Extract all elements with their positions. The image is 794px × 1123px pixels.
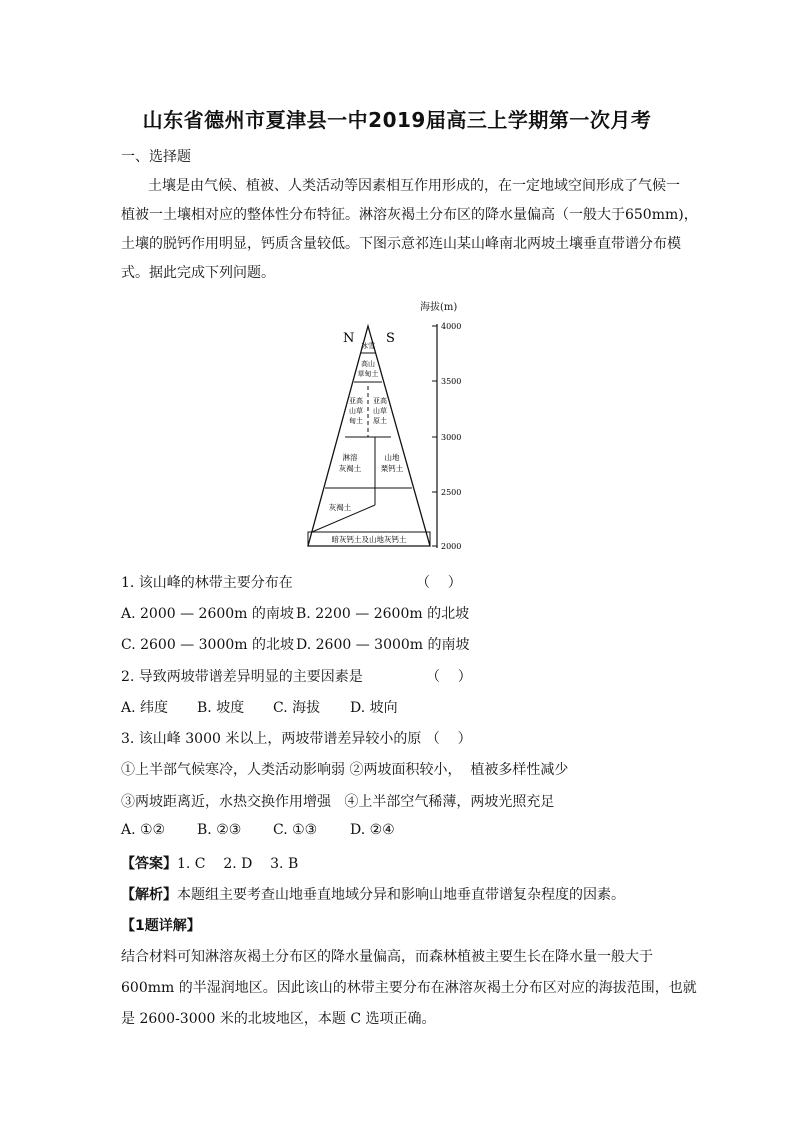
- section-heading: 一、选择题: [121, 149, 191, 165]
- axis-title: 海拔(m): [420, 302, 458, 313]
- zone-subalpine-s-3: 原土: [373, 417, 387, 425]
- intro-line-4: 式。据此完成下列问题。: [121, 265, 275, 281]
- q3-option-a: A. ①②: [121, 822, 166, 838]
- answer-row: [121, 853, 298, 873]
- mountain-outline: [308, 326, 430, 546]
- q3-stem: 3. 该山峰 3000 米以上，两坡带谱差异较小的原 （ ）: [121, 731, 472, 747]
- soil-zonation-figure: [300, 296, 480, 564]
- q3-option-b: B. ②③: [197, 822, 242, 838]
- tick-4000: 4000: [441, 322, 462, 331]
- zone-base: 暗灰钙土及山地灰钙土: [331, 535, 407, 544]
- label-south: S: [386, 331, 395, 346]
- zone-alpine-meadow-1: 高山: [361, 360, 375, 368]
- analysis-text: 本题组主要考查山地垂直地域分异和影响山地垂直带谱复杂程度的因素。: [177, 887, 625, 903]
- q1-option-c: C. 2600 — 3000m 的北坡: [121, 637, 294, 653]
- q2-option-a: A. 纬度: [121, 700, 169, 716]
- tick-2500: 2500: [441, 488, 462, 497]
- q3-option-c: C. ①③: [273, 822, 318, 838]
- q3-option-d: D. ②④: [350, 822, 395, 838]
- document-title: 山东省德州市夏津县一中2019届高三上学期第一次月考: [142, 108, 652, 132]
- tick-3500: 3500: [441, 377, 462, 386]
- q3-statements-1: ①上半部气候寒冷，人类活动影响弱 ②两坡面积较小， 植被多样性减少: [121, 762, 569, 778]
- q2-paren: （ ）: [426, 669, 472, 685]
- detail1-line-3: 是 2600-3000 米的北坡地区，本题 C 选项正确。: [121, 1011, 436, 1027]
- intro-line-2: 植被一土壤相对应的整体性分布特征。淋溶灰褐土分布区的降水量偏高（一般大于650mm)，: [121, 207, 698, 223]
- zone-subalpine-s-1: 亚高: [373, 397, 387, 405]
- q2-option-d: D. 坡向: [350, 700, 398, 716]
- zone-alpine-meadow-2: 草甸土: [357, 370, 379, 378]
- zone-leached-1: 淋溶: [342, 453, 358, 462]
- answer-label: 【答案】: [121, 856, 177, 872]
- detail1-line-2: 600mm 的半湿润地区。因此该山的林带主要分布在淋溶灰褐土分布区对应的海拔范围，也就: [121, 980, 697, 996]
- q1-paren: （ ）: [416, 575, 462, 591]
- zone-gray-brown: 灰褐土: [328, 503, 352, 512]
- q2-option-c: C. 海拔: [273, 700, 321, 716]
- zone-subalpine-n-2: 山草: [349, 407, 363, 415]
- tick-2000: 2000: [441, 542, 462, 551]
- q1-option-a: A. 2000 — 2600m 的南坡: [121, 606, 294, 622]
- zone-chestnut-2: 栗钙土: [380, 464, 404, 473]
- analysis-label: 【解析】: [121, 887, 177, 903]
- q1-option-d: D. 2600 — 3000m 的南坡: [296, 637, 470, 653]
- zone-snow: 冰雪: [361, 342, 375, 350]
- zone-chestnut-1: 山地: [384, 453, 400, 462]
- zone-subalpine-s-2: 山草: [373, 407, 387, 415]
- q1-stem: 1. 该山峰的林带主要分布在: [121, 575, 293, 591]
- label-north: N: [343, 331, 355, 346]
- detail1-heading: 【1题详解】: [121, 918, 201, 934]
- zone-subalpine-n-3: 甸土: [349, 417, 363, 425]
- q2-stem: 2. 导致两坡带谱差异明显的主要因素是: [121, 669, 363, 685]
- zone-subalpine-n-1: 亚高: [349, 397, 363, 405]
- q3-statements-2: ③两坡距离近，水热交换作用增强 ④上半部空气稀薄，两坡光照充足: [121, 794, 555, 810]
- q1-option-b: B. 2200 — 2600m 的北坡: [296, 606, 470, 622]
- intro-line-3: 土壤的脱钙作用明显，钙质含量较低。下图示意祁连山某山峰南北两坡土壤垂直带谱分布模: [121, 236, 681, 252]
- zone-leached-2: 灰褐土: [338, 464, 362, 473]
- answer-text: 1. C 2. D 3. B: [177, 856, 299, 872]
- tick-3000: 3000: [441, 433, 462, 442]
- q2-option-b: B. 坡度: [197, 700, 245, 716]
- analysis-row: [121, 884, 625, 904]
- detail1-line-1: 结合材料可知淋溶灰褐土分布区的降水量偏高，而森林植被主要生长在降水量一般大于: [121, 949, 653, 965]
- intro-line-1: 土壤是由气候、植被、人类活动等因素相互作用形成的，在一定地域空间形成了气候一: [148, 178, 680, 194]
